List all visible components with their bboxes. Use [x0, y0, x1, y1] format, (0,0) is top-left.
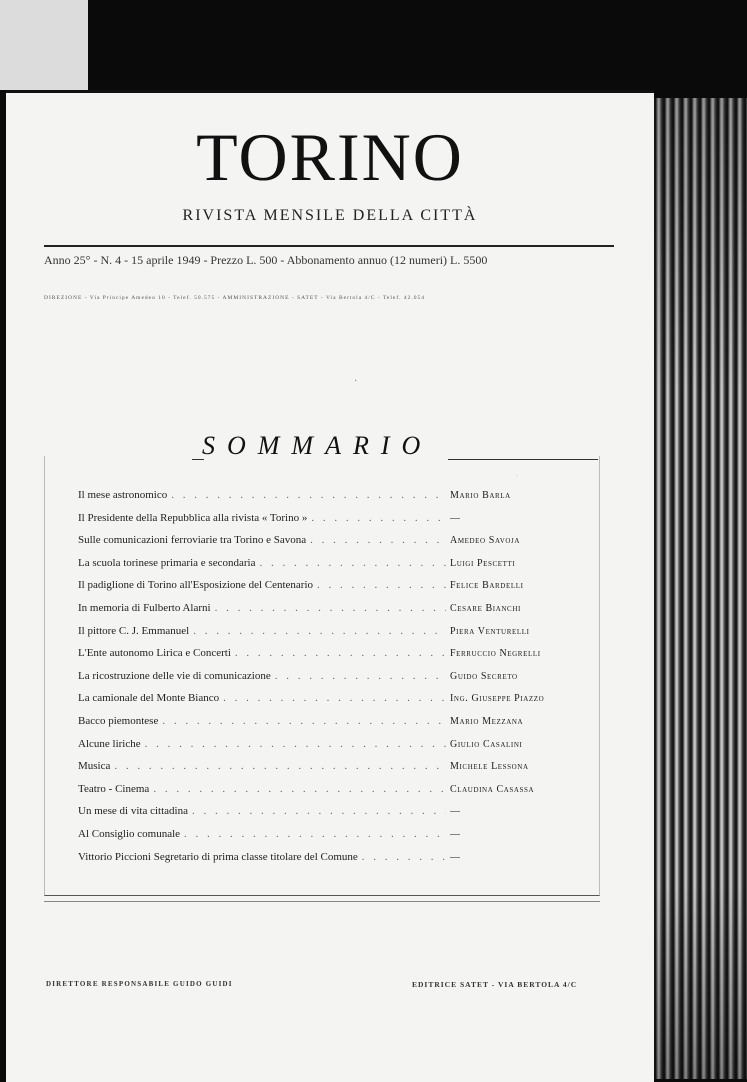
footer-publisher: EDITRICE SATET - VIA BERTOLA 4/C — [412, 980, 578, 989]
toc-row — [78, 738, 578, 761]
toc-row — [78, 760, 578, 783]
toc-article-title: Al Consiglio comunale — [78, 827, 181, 840]
toc-leader-dots — [193, 625, 446, 637]
toc-article-title: La scuola torinese primaria e secondaria — [78, 556, 256, 569]
toc-author: Guido Secreto — [450, 670, 518, 682]
toc-row — [78, 647, 578, 670]
toc-row — [78, 534, 578, 557]
toc-article-title: Vittorio Piccioni Segretario di prima classe titolare del Comune — [78, 850, 358, 863]
toc-article-title: Alcune liriche — [78, 737, 141, 750]
masthead-subtitle: RIVISTA MENSILE DELLA CITTÀ — [182, 207, 478, 224]
toc-author: Cesare Bianchi — [450, 602, 521, 614]
toc-article-title: Un mese di vita cittadina — [78, 805, 188, 818]
toc-author: — — [450, 512, 461, 524]
toc-leader-dots — [184, 828, 446, 840]
toc-article-title: La camionale del Monte Bianco — [78, 692, 220, 705]
toc-row — [78, 783, 578, 806]
background-light-area — [0, 0, 92, 90]
toc-article-title: Il Presidente della Repubblica alla rivista « Torino » — [78, 511, 308, 524]
toc-author: Luigi Pescetti — [450, 557, 516, 569]
toc-author: Amedeo Savoja — [450, 535, 521, 547]
toc-row — [78, 670, 578, 693]
toc-leader-dots — [275, 670, 446, 682]
toc-article-title: Teatro - Cinema — [78, 782, 150, 795]
toc-author: Claudina Casassa — [450, 783, 535, 795]
toc-leader-dots — [310, 534, 446, 546]
toc-row — [78, 805, 578, 828]
toc-leader-dots — [311, 512, 446, 524]
toc-row — [78, 602, 578, 625]
table-of-contents — [78, 489, 578, 873]
background-dark-area — [88, 0, 747, 98]
issue-info: Anno 25° - N. 4 - 15 aprile 1949 - Prezzo L. 500 - Abbonamento annuo (12 numeri) L. 5500 — [44, 253, 488, 267]
toc-article-title: La ricostruzione delle vie di comunicazione — [78, 669, 271, 682]
toc-author: — — [450, 828, 461, 840]
toc-leader-dots — [362, 851, 446, 863]
toc-row — [78, 715, 578, 738]
toc-leader-dots — [192, 805, 446, 817]
toc-author: Ing. Giuseppe Piazzo — [450, 693, 545, 705]
masthead-rule — [44, 245, 614, 247]
toc-author: Michele Lessona — [450, 761, 529, 773]
toc-author: Giulio Casalini — [450, 738, 523, 750]
toc-author: Mario Mezzana — [450, 715, 524, 727]
toc-leader-dots — [259, 557, 446, 569]
toc-row — [78, 512, 578, 535]
toc-leader-dots — [153, 783, 446, 795]
page-edges — [654, 98, 747, 1079]
toc-article-title: Il pittore C. J. Emmanuel — [78, 624, 190, 637]
toc-row — [78, 851, 578, 874]
toc-article-title: L'Ente autonomo Lirica e Concerti — [78, 647, 231, 660]
toc-leader-dots — [114, 760, 446, 772]
toc-row — [78, 828, 578, 851]
toc-leader-dots — [145, 738, 446, 750]
toc-author: — — [450, 806, 461, 818]
toc-author: Felice Bardelli — [450, 580, 524, 592]
decorative-dot: · — [354, 376, 358, 387]
toc-row — [78, 692, 578, 715]
toc-leader-dots — [215, 602, 446, 614]
toc-row — [78, 489, 578, 512]
contents-bottom-rule — [44, 901, 600, 902]
toc-leader-dots — [162, 715, 446, 727]
toc-row — [78, 557, 578, 580]
decorative-dot: · — [516, 473, 518, 479]
toc-leader-dots — [223, 692, 446, 704]
toc-article-title: In memoria di Fulberto Alarni — [78, 601, 211, 614]
magazine-page — [6, 90, 654, 1082]
toc-leader-dots — [235, 647, 446, 659]
toc-article-title: Sulle comunicazioni ferroviarie tra Torino e Savona — [78, 534, 307, 547]
toc-leader-dots — [171, 489, 446, 501]
toc-article-title: Il mese astronomico — [78, 489, 168, 501]
toc-row — [78, 625, 578, 648]
toc-article-title: Musica — [78, 760, 111, 773]
sommario-heading: SOMMARIO — [202, 431, 433, 460]
footer-director: DIRETTORE RESPONSABILE GUIDO GUIDI — [46, 980, 233, 988]
masthead-title: TORINO — [196, 119, 464, 195]
toc-author: Ferruccio Negrelli — [450, 648, 541, 660]
toc-author: Mario Barla — [450, 490, 511, 501]
toc-row — [78, 579, 578, 602]
toc-author: — — [450, 851, 461, 863]
address-line: DIREZIONE - Via Principe Amedeo 10 - Telef. 50.575 - AMMINISTRAZIONE - SATET - Via Bertola 4/C - Telef. 42.054 — [44, 295, 426, 301]
toc-article-title: Bacco piemontese — [78, 714, 159, 727]
toc-author: Piera Venturelli — [450, 625, 530, 637]
toc-article-title: Il padiglione di Torino all'Esposizione del Centenario — [78, 579, 314, 592]
toc-leader-dots — [317, 579, 446, 591]
